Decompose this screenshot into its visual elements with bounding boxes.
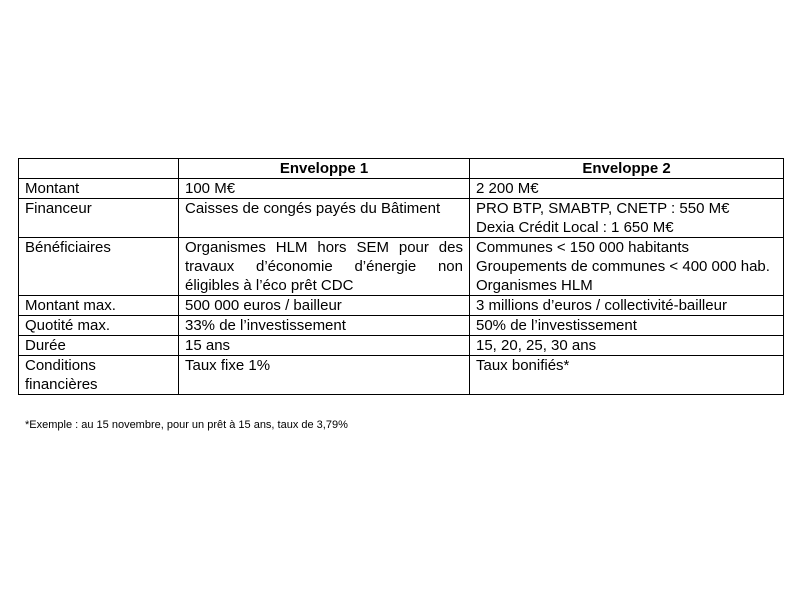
env2-cell — [470, 296, 784, 316]
cell-text: Caisses de congés payés du Bâtiment — [185, 200, 441, 217]
cell-text: 100 M€ — [185, 180, 236, 197]
table-row-conditions — [19, 356, 784, 395]
env2-cell — [470, 316, 784, 336]
cell-text: Taux fixe 1% — [185, 357, 271, 374]
header-empty-cell — [19, 159, 179, 179]
row-label: Financeur — [19, 199, 179, 238]
table-row-quotite-max — [19, 316, 784, 336]
comparison-table — [18, 158, 784, 395]
env1-cell — [179, 336, 470, 356]
cell-text: 15 ans — [185, 337, 231, 354]
row-label: Conditions financières — [19, 356, 179, 395]
row-label: Durée — [19, 336, 179, 356]
cell-text: 15, 20, 25, 30 ans — [476, 337, 597, 354]
env1-cell — [179, 316, 470, 336]
env1-cell — [179, 356, 470, 395]
cell-text: 500 000 euros / bailleur — [185, 297, 342, 314]
env2-cell — [470, 179, 784, 199]
row-label: Montant — [19, 179, 179, 199]
table-row-beneficiaires — [19, 238, 784, 296]
row-label: Bénéficiaires — [19, 238, 179, 296]
row-label: Quotité max. — [19, 316, 179, 336]
table-row-financeur — [19, 199, 784, 238]
cell-text: 3 millions d’euros / collectivité-bailleur — [476, 297, 727, 314]
header-enveloppe-1: Enveloppe 1 — [179, 159, 470, 179]
env2-cell — [470, 238, 784, 296]
env1-cell — [179, 179, 470, 199]
env1-cell — [179, 238, 470, 296]
table-row-montant — [19, 179, 784, 199]
env2-cell — [470, 356, 784, 395]
row-label: Montant max. — [19, 296, 179, 316]
header-enveloppe-2: Enveloppe 2 — [470, 159, 784, 179]
env1-cell — [179, 296, 470, 316]
cell-text: 33% de l’investissement — [185, 317, 346, 334]
cell-text: Groupements de communes < 400 000 hab. — [476, 258, 770, 275]
header-row — [19, 159, 784, 179]
env2-cell — [470, 199, 784, 238]
cell-text: Dexia Crédit Local : 1 650 M€ — [476, 219, 674, 236]
cell-text: Organismes HLM hors SEM pour des travaux d’économie d’énergie non éligibles à l’éco prêt CDC — [185, 239, 463, 294]
table-row-montant-max — [19, 296, 784, 316]
cell-text: 50% de l’investissement — [476, 317, 637, 334]
cell-text: 2 200 M€ — [476, 180, 539, 197]
cell-text: Communes < 150 000 habitants — [476, 239, 690, 256]
table-row-duree — [19, 336, 784, 356]
cell-text: Taux bonifiés* — [476, 357, 570, 374]
cell-text: PRO BTP, SMABTP, CNETP : 550 M€ — [476, 200, 730, 217]
cell-text: Organismes HLM — [476, 277, 593, 294]
env1-cell — [179, 199, 470, 238]
footnote: *Exemple : au 15 novembre, pour un prêt à 15 ans, taux de 3,79% — [25, 419, 348, 431]
env2-cell — [470, 336, 784, 356]
